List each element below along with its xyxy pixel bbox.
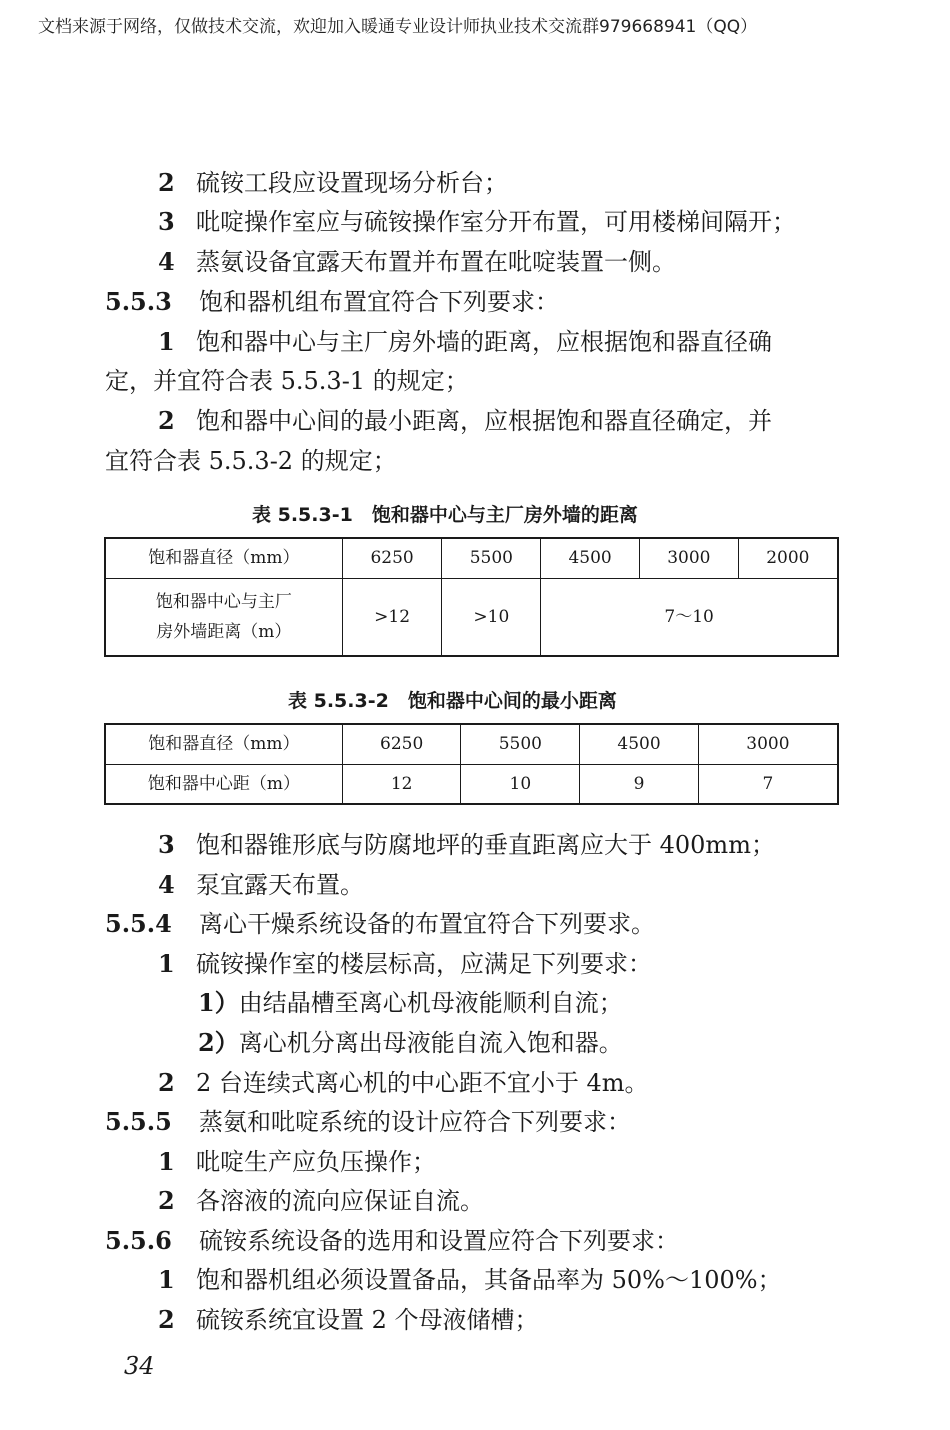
table-cell: 6250 xyxy=(342,538,442,578)
list-item xyxy=(158,1147,436,1177)
table-cell: 3000 xyxy=(698,724,838,764)
clause-number: 5.5.3 xyxy=(105,287,172,316)
clause-number: 5.5.5 xyxy=(105,1107,172,1136)
clause-text: 离心干燥系统设备的布置宜符合下列要求。 xyxy=(199,910,655,938)
item-text: 硫铵工段应设置现场分析台； xyxy=(196,169,508,197)
clause-5-5-3 xyxy=(105,287,559,317)
clause-5-5-4 xyxy=(105,909,655,939)
sub-item-number: 1） xyxy=(198,988,239,1017)
list-item xyxy=(158,168,508,198)
list-item xyxy=(158,830,775,860)
sub-item xyxy=(198,988,623,1018)
item-number: 3 xyxy=(158,830,175,859)
table-row xyxy=(105,764,838,804)
list-item xyxy=(158,1305,539,1335)
list-item xyxy=(158,327,772,357)
clause-text: 硫铵系统设备的选用和设置应符合下列要求： xyxy=(199,1227,679,1255)
item-text: 硫铵操作室的楼层标高，应满足下列要求： xyxy=(196,950,652,978)
table-cell: 7～10 xyxy=(541,578,838,656)
table-5-5-3-2 xyxy=(104,723,839,805)
table-header-line: 房外墙距离（m） xyxy=(156,621,292,642)
list-item xyxy=(158,870,364,900)
item-text: 饱和器中心间的最小距离，应根据饱和器直径确定，并 xyxy=(196,407,772,435)
item-number: 2 xyxy=(158,1068,175,1097)
table-cell: >10 xyxy=(442,578,541,656)
table-cell: 7 xyxy=(698,764,838,804)
clause-5-5-6 xyxy=(105,1226,679,1256)
list-item xyxy=(158,1068,649,1098)
item-number: 3 xyxy=(158,207,175,236)
sub-item-text: 由结晶槽至离心机母液能顺利自流； xyxy=(238,989,623,1017)
item-text: 吡啶生产应负压操作； xyxy=(196,1148,436,1176)
item-number: 1 xyxy=(158,949,175,978)
clause-number: 5.5.4 xyxy=(105,909,172,938)
item-number: 1 xyxy=(158,327,175,356)
list-item xyxy=(158,207,796,237)
table-header-cell: 饱和器中心距（m） xyxy=(105,764,342,804)
sub-item-number: 2） xyxy=(198,1028,239,1057)
item-text: 饱和器中心与主厂房外墙的距离，应根据饱和器直径确 xyxy=(196,328,772,356)
item-text: 吡啶操作室应与硫铵操作室分开布置，可用楼梯间隔开； xyxy=(196,208,796,236)
item-text: 硫铵系统宜设置 2 个母液储槽； xyxy=(196,1306,539,1334)
item-number: 4 xyxy=(158,247,175,276)
clause-text: 饱和器机组布置宜符合下列要求： xyxy=(199,288,559,316)
sub-item xyxy=(198,1028,623,1058)
item-number: 2 xyxy=(158,406,175,435)
table-cell: 9 xyxy=(580,764,699,804)
item-text: 2 台连续式离心机的中心距不宜小于 4m。 xyxy=(196,1069,649,1097)
table-5-5-3-1 xyxy=(104,537,839,657)
table-cell: 10 xyxy=(461,764,580,804)
item-continuation: 宜符合表 5.5.3-2 的规定； xyxy=(105,447,397,475)
list-item xyxy=(158,949,652,979)
table-header-cell: 饱和器直径（mm） xyxy=(105,538,342,578)
table-cell: 12 xyxy=(342,764,461,804)
clause-text: 蒸氨和吡啶系统的设计应符合下列要求： xyxy=(199,1108,631,1136)
watermark-text: 文档来源于网络，仅做技术交流，欢迎加入暖通专业设计师执业技术交流群979668941（QQ） xyxy=(38,17,758,37)
table-cell: 5500 xyxy=(461,724,580,764)
table-cell: 4500 xyxy=(541,538,640,578)
item-number: 1 xyxy=(158,1147,175,1176)
table-header-cell xyxy=(105,578,342,656)
item-text: 蒸氨设备宜露天布置并布置在吡啶装置一侧。 xyxy=(196,248,676,276)
table-cell: >12 xyxy=(342,578,442,656)
table-row xyxy=(105,578,838,656)
table-caption: 表 5.5.3-1 饱和器中心与主厂房外墙的距离 xyxy=(252,504,638,526)
table-cell: 5500 xyxy=(442,538,541,578)
table-cell: 3000 xyxy=(639,538,738,578)
item-text: 泵宜露天布置。 xyxy=(196,871,364,899)
item-text: 饱和器锥形底与防腐地坪的垂直距离应大于 400mm； xyxy=(196,831,775,859)
item-number: 4 xyxy=(158,870,175,899)
list-item xyxy=(158,1265,782,1295)
clause-5-5-5 xyxy=(105,1107,631,1137)
sub-item-text: 离心机分离出母液能自流入饱和器。 xyxy=(238,1029,623,1057)
table-header-line: 饱和器中心与主厂 xyxy=(155,591,292,612)
item-number: 2 xyxy=(158,1186,175,1215)
item-number: 2 xyxy=(158,168,175,197)
table-row xyxy=(105,538,838,578)
table-header-cell: 饱和器直径（mm） xyxy=(105,724,342,764)
item-number: 1 xyxy=(158,1265,175,1294)
table-cell: 6250 xyxy=(342,724,461,764)
list-item xyxy=(158,1186,484,1216)
table-cell: 4500 xyxy=(580,724,699,764)
table-caption: 表 5.5.3-2 饱和器中心间的最小距离 xyxy=(288,690,617,712)
list-item xyxy=(158,247,676,277)
page-number: 34 xyxy=(124,1352,155,1380)
item-number: 2 xyxy=(158,1305,175,1334)
clause-number: 5.5.6 xyxy=(105,1226,172,1255)
item-text: 饱和器机组必须设置备品，其备品率为 50%～100%； xyxy=(196,1266,782,1294)
list-item xyxy=(158,406,772,436)
table-cell: 2000 xyxy=(738,538,838,578)
table-row xyxy=(105,724,838,764)
item-continuation: 定，并宜符合表 5.5.3-1 的规定； xyxy=(105,367,469,395)
item-text: 各溶液的流向应保证自流。 xyxy=(196,1187,484,1215)
